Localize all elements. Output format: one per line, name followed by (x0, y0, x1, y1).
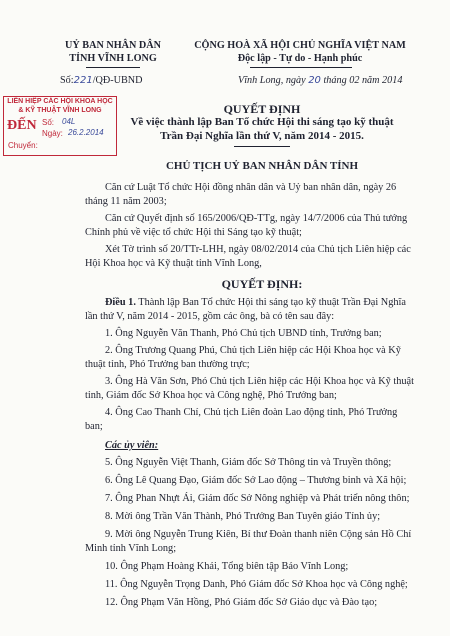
motto-underline (250, 67, 352, 68)
subject-underline (234, 146, 290, 147)
member-10: 10. Ông Phạm Hoàng Khải, Tổng biên tập Báo Vĩnh Long; (105, 561, 349, 572)
stamp-ngay-value: 26.2.2014 (68, 128, 104, 137)
issuing-authority: CHỦ TỊCH UỶ BAN NHÂN DÂN TỈNH (165, 160, 359, 172)
members-heading: Các ủy viên: (105, 440, 159, 451)
org-underline (86, 67, 140, 68)
receipt-stamp (3, 96, 117, 156)
issue-date (238, 75, 402, 86)
member-11: 11. Ông Nguyễn Trọng Danh, Phó Giám đốc Sở Khoa học và Công nghệ; (105, 579, 408, 590)
document-number (60, 75, 143, 86)
decision-subject-line2: Trần Đại Nghĩa lần thứ V, năm 2014 - 2015. (160, 130, 364, 142)
leader-3: 3. Ông Hà Văn Sơn, Phó Chủ tịch Liên hiệp các Hội Khoa học và Kỹ thuật tỉnh, Giám đốc Sở Khoa học và Công nghệ, Phó Trưởng ban; (85, 376, 414, 401)
stamp-so-value: 04L (62, 117, 76, 126)
stamp-org-line1: LIÊN HIỆP CÁC HỘI KHOA HỌC (7, 98, 113, 105)
doc-no-suffix: /QĐ-UBND (92, 75, 143, 86)
article-1-label: Điều 1. (105, 297, 136, 308)
doc-no-handwritten: 221 (73, 75, 93, 86)
article-1 (85, 296, 417, 323)
decision-heading: QUYẾT ĐỊNH: (221, 277, 303, 291)
member-7: 7. Ông Phan Nhựt Ái, Giám đốc Sở Nông nghiệp và Phát triển nông thôn; (105, 493, 410, 504)
leader-1: 1. Ông Nguyễn Văn Thanh, Phó Chủ tịch UBND tỉnh, Trưởng ban; (105, 328, 382, 339)
article-1-text: Thành lập Ban Tổ chức Hội thi sáng tạo kỹ thuật Trần Đại Nghĩa lần thứ V, năm 2014 - 2015, gồm các ông, bà có tên sau đây: (85, 297, 406, 322)
national-motto-line1: CỘNG HOÀ XÃ HỘI CHỦ NGHĨA VIỆT NAM (194, 40, 406, 51)
issuing-org-line2: TỈNH VĨNH LONG (69, 53, 157, 64)
stamp-org-line2: & KỸ THUẬT VĨNH LONG (18, 106, 102, 114)
preamble-1: Căn cứ Luật Tổ chức Hội đồng nhân dân và Uỷ ban nhân dân, ngày 26 tháng 11 năm 2003; (85, 182, 397, 207)
leader-4: 4. Ông Cao Thanh Chí, Chủ tịch Liên đoàn Lao động tỉnh, Phó Trưởng ban; (85, 407, 398, 432)
national-motto-line2: Độc lập - Tự do - Hạnh phúc (237, 53, 363, 64)
leader-2: 2. Ông Trương Quang Phú, Chủ tịch Liên hiệp các Hội Khoa học và Kỹ thuật tỉnh, Phó Trưởng ban thường trực; (85, 345, 401, 370)
date-suffix: tháng 02 năm 2014 (323, 75, 403, 86)
member-9: 9. Mời ông Nguyễn Trung Kiên, Bí thư Đoàn thanh niên Cộng sản Hồ Chí Minh tỉnh Vĩnh Long; (85, 529, 412, 554)
preamble-2: Căn cứ Quyết định số 165/2006/QĐ-TTg, ngày 14/7/2006 của Thủ tướng Chính phủ về việc tổ chức Hội thi Sáng tạo kỹ thuật; (85, 213, 408, 238)
member-5: 5. Ông Nguyễn Việt Thanh, Giám đốc Sở Thông tin và Truyền thông; (105, 457, 392, 468)
member-8: 8. Mời ông Trần Văn Thành, Phó Trưởng Ban Tuyên giáo Tỉnh ủy; (105, 511, 381, 522)
decision-subject-line1: Về việc thành lập Ban Tổ chức Hội thi sáng tạo kỹ thuật (130, 116, 394, 128)
date-prefix: Vĩnh Long, ngày (238, 75, 306, 86)
decision-title: QUYẾT ĐỊNH (223, 102, 301, 116)
date-day-handwritten: 20 (308, 75, 321, 86)
stamp-ngay-label: Ngày: (42, 129, 63, 138)
issuing-org-line1: UỶ BAN NHÂN DÂN (65, 40, 161, 51)
member-12: 12. Ông Phạm Văn Hồng, Phó Giám đốc Sở Giáo dục và Đào tạo; (105, 597, 378, 608)
doc-no-prefix: Số: (60, 75, 74, 86)
stamp-chuyen-label: Chuyển: (8, 141, 38, 150)
member-6: 6. Ông Lê Quang Đạo, Giám đốc Sở Lao động – Thương binh và Xã hội; (105, 475, 407, 486)
stamp-den-label: ĐẾN (7, 118, 37, 133)
stamp-so-label: Số: (42, 118, 55, 127)
stamp-header (6, 98, 114, 115)
preamble-3: Xét Tờ trình số 20/TTr-LHH, ngày 08/02/2014 của Chủ tịch Liên hiệp các Hội Khoa học và Kỹ thuật tỉnh Vĩnh Long, (85, 244, 411, 269)
